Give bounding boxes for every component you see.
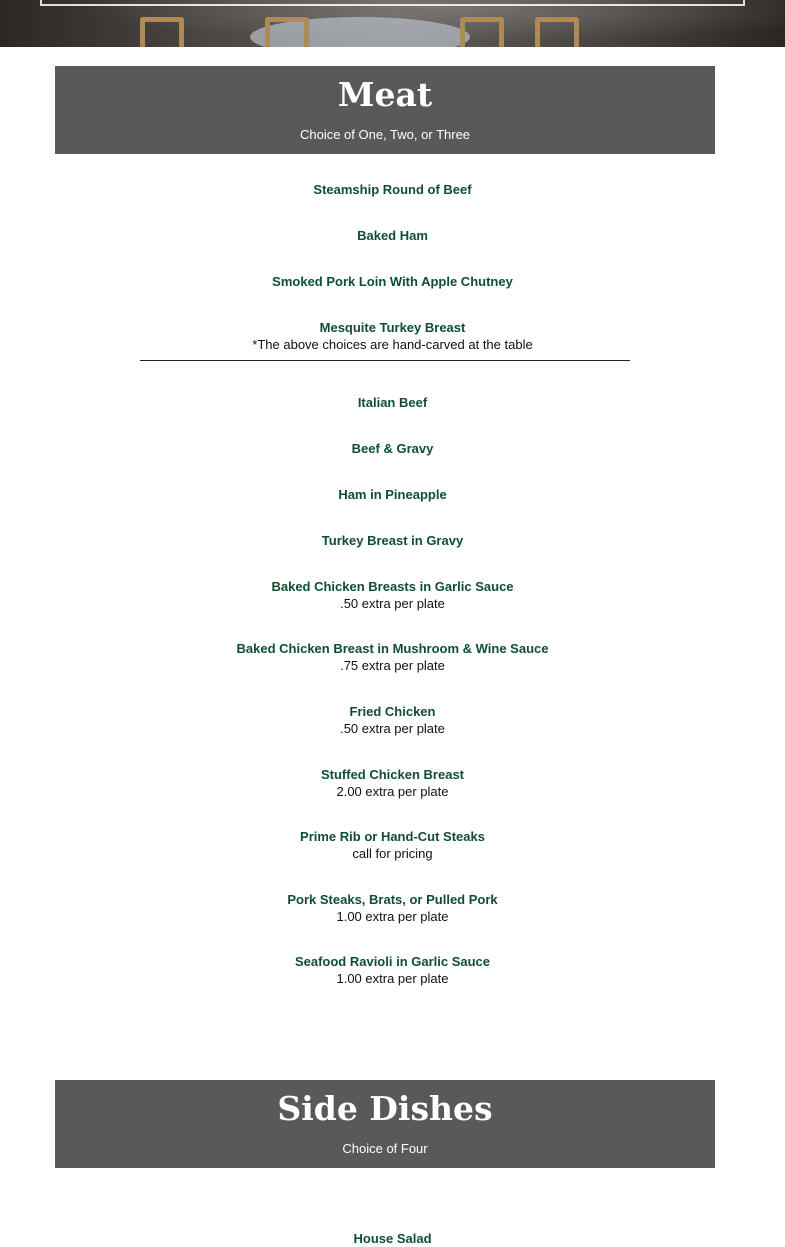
hero-banner-photo bbox=[0, 0, 785, 47]
menu-item-note: *The above choices are hand-carved at the table bbox=[252, 337, 533, 352]
menu-item bbox=[0, 532, 785, 549]
section-title: Side Dishes bbox=[277, 1089, 493, 1128]
section-title: Meat bbox=[337, 75, 433, 114]
menu-item-name: Smoked Pork Loin With Apple Chutney bbox=[272, 274, 513, 289]
menu-item-name: Beef & Gravy bbox=[351, 441, 434, 456]
menu-item-note: .50 extra per plate bbox=[340, 721, 445, 736]
menu-item bbox=[0, 319, 785, 353]
section-subtitle: Choice of Four bbox=[342, 1141, 428, 1156]
menu-item bbox=[0, 703, 785, 737]
menu-item bbox=[0, 486, 785, 503]
menu-item-name: Ham in Pineapple bbox=[338, 487, 447, 502]
menu-item bbox=[0, 828, 785, 862]
section-subtitle: Choice of One, Two, or Three bbox=[299, 127, 471, 142]
side-dishes-section-header bbox=[55, 1080, 715, 1168]
chair-decoration bbox=[535, 17, 579, 47]
menu-item-note: .50 extra per plate bbox=[340, 596, 445, 611]
menu-item-note: 2.00 extra per plate bbox=[336, 784, 449, 799]
menu-item-name: Pork Steaks, Brats, or Pulled Pork bbox=[287, 892, 498, 907]
menu-item bbox=[0, 227, 785, 244]
menu-item bbox=[0, 640, 785, 674]
menu-item-name: Seafood Ravioli in Garlic Sauce bbox=[294, 954, 491, 969]
menu-item-note: 1.00 extra per plate bbox=[336, 909, 449, 924]
menu-item-name: Fried Chicken bbox=[349, 704, 436, 719]
menu-item-name: Steamship Round of Beef bbox=[313, 182, 472, 197]
meat-section-header bbox=[55, 66, 715, 154]
menu-item-name: House Salad bbox=[353, 1231, 432, 1246]
menu-item-note: .75 extra per plate bbox=[340, 658, 445, 673]
section-divider bbox=[140, 360, 630, 361]
menu-item-name: Baked Chicken Breasts in Garlic Sauce bbox=[271, 579, 514, 594]
hero-frame-border bbox=[40, 0, 745, 6]
menu-item bbox=[0, 766, 785, 800]
menu-item-note: call for pricing bbox=[352, 846, 433, 861]
menu-item-name: Stuffed Chicken Breast bbox=[320, 767, 465, 782]
chair-decoration bbox=[140, 17, 184, 47]
menu-item bbox=[0, 181, 785, 198]
menu-item-name: Turkey Breast in Gravy bbox=[321, 533, 464, 548]
menu-item bbox=[0, 891, 785, 925]
chair-decoration bbox=[265, 17, 309, 47]
menu-item-name: Baked Ham bbox=[357, 228, 428, 243]
menu-item bbox=[0, 578, 785, 612]
menu-item bbox=[0, 394, 785, 411]
menu-item-note: 1.00 extra per plate bbox=[336, 971, 449, 986]
menu-item-name: Baked Chicken Breast in Mushroom & Wine Sauce bbox=[236, 641, 549, 656]
menu-item bbox=[0, 953, 785, 987]
menu-item-name: Prime Rib or Hand-Cut Steaks bbox=[300, 829, 485, 844]
menu-item bbox=[0, 273, 785, 290]
chair-decoration bbox=[460, 17, 504, 47]
menu-item-name: Mesquite Turkey Breast bbox=[319, 320, 466, 335]
menu-item bbox=[0, 440, 785, 457]
menu-item bbox=[0, 1230, 785, 1247]
menu-item-name: Italian Beef bbox=[357, 395, 428, 410]
